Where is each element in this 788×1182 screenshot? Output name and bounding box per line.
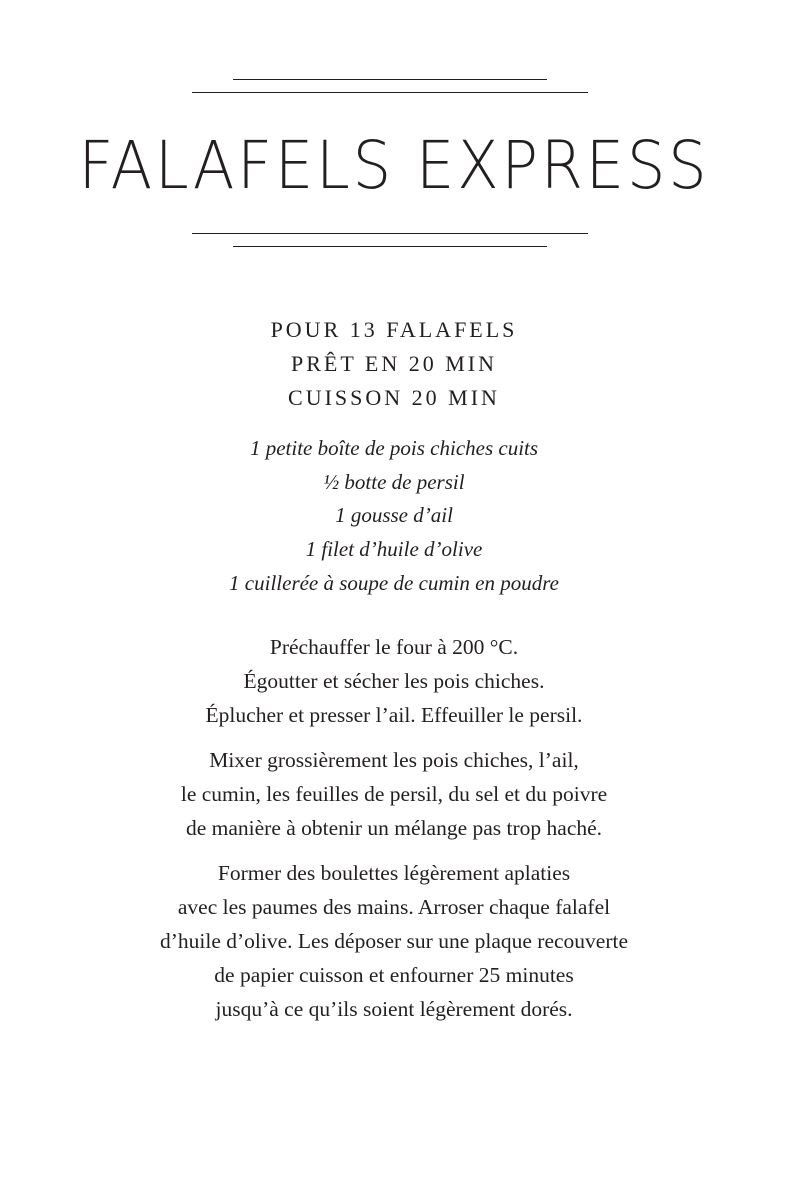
top-rule-short xyxy=(233,79,547,80)
step-line: de papier cuisson et enfourner 25 minutes xyxy=(214,963,574,987)
step-paragraph xyxy=(0,856,788,1026)
ingredient: 1 filet d’huile d’olive xyxy=(305,537,483,562)
recipe-meta xyxy=(0,313,788,415)
cooking-time: CUISSON 20 MIN xyxy=(288,385,500,410)
ingredient: 1 cuillerée à soupe de cumin en poudre xyxy=(229,570,559,595)
servings: POUR 13 FALAFELS xyxy=(270,317,518,342)
step-paragraph xyxy=(0,743,788,845)
ingredient: 1 petite boîte de pois chiches cuits xyxy=(249,436,539,460)
step-line: d’huile d’olive. Les déposer sur une plaque recouverte xyxy=(159,929,629,953)
bottom-rule-long xyxy=(192,233,588,234)
step-line: Égoutter et sécher les pois chiches. xyxy=(243,669,545,693)
bottom-rule-short xyxy=(233,246,547,247)
ingredient: ½ botte de persil xyxy=(323,469,465,494)
step-line: Préchauffer le four à 200 °C. xyxy=(269,635,519,659)
ingredient: 1 gousse d’ail xyxy=(335,503,453,528)
step-line: Former des boulettes légèrement aplaties xyxy=(217,861,571,885)
recipe-title: FALAFELS EXPRESS xyxy=(78,127,710,204)
top-rule-long xyxy=(192,92,588,93)
ingredients-list xyxy=(0,432,788,601)
ready-time: PRÊT EN 20 MIN xyxy=(291,351,497,376)
step-paragraph xyxy=(0,630,788,732)
step-line: jusqu’à ce qu’ils soient légèrement dorés. xyxy=(215,997,573,1021)
instructions xyxy=(0,630,788,1037)
step-line: le cumin, les feuilles de persil, du sel et du poivre xyxy=(180,782,608,806)
step-line: de manière à obtenir un mélange pas trop haché. xyxy=(185,816,603,840)
step-line: avec les paumes des mains. Arroser chaque falafel xyxy=(177,895,611,919)
step-line: Éplucher et presser l’ail. Effeuiller le persil. xyxy=(205,703,583,727)
step-line: Mixer grossièrement les pois chiches, l’ail, xyxy=(209,748,579,772)
